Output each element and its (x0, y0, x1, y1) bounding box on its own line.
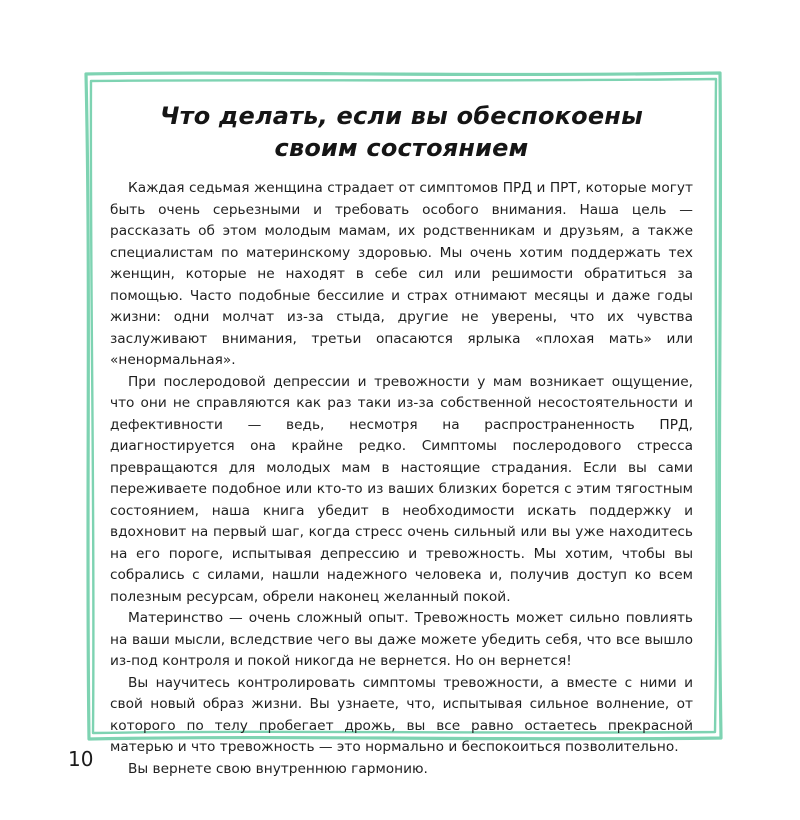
title-line-1: Что делать, если вы обеспокоены (159, 102, 643, 130)
title-line-2: своим состоянием (274, 134, 529, 162)
paragraph: Вы вернете свою внутреннюю гармонию. (128, 760, 428, 777)
page-number: 10 (68, 747, 94, 771)
page-title (110, 100, 693, 164)
paragraph: При послеродовой депрессии и тревожности у мам возникает ощущение, что они не справляются как раз таки из-за собственной несостоятельности и дефективности — ведь, несмотря на распространенность ПРД, диагностируется она крайне редко. Симптомы послеродового стресса превращаются для молодых мам в настоящие страдания. Если вы сами переживаете подобное или кто-то из ваших близких борется с этим тягостным состоянием, наша книга убедит в необходимости искать поддержку и вдохновит на первый шаг, когда стресс очень сильный или вы уже находитесь на его пороге, испытывая депрессию и тревожность. Мы хотим, чтобы вы собрались с силами, нашли надежного человека и, получив доступ ко всем полезным ресурсам, обрели наконец желанный покой. (110, 373, 693, 605)
paragraph: Каждая седьмая женщина страдает от симптомов ПРД и ПРТ, которые могут быть очень серьезными и требовать особого внимания. Наша цель — рассказать об этом молодым мамам, их родственникам и друзьям, а также специалистам по материнскому здоровью. Мы очень хотим поддержать тех женщин, которые не находят в себе сил или решимости обратиться за помощью. Часто подобные бессилие и страх отнимают месяцы и даже годы жизни: одни молчат из-за стыда, другие не уверены, что их чувства заслуживают внимания, третьи опасаются ярлыка «плохая мать» или «ненормальная». (110, 180, 693, 368)
paragraph: Вы научитесь контролировать симптомы тревожности, а вместе с ними и свой новый образ жизни. Вы узнаете, что, испытывая сильное волнение, от которого по телу пробегает дрожь, вы все равно остаетесь прекрасной матерью и что тревожность — это нормально и беспокоиться позволительно. (110, 674, 693, 755)
text-panel (110, 100, 693, 777)
paragraph: Материнство — очень сложный опыт. Тревожность может сильно повлиять на ваши мысли, вследствие чего вы даже можете убедить себя, что все вышло из-под контроля и покой никогда не вернется. Но он вернется! (110, 610, 693, 669)
body-text (110, 178, 693, 780)
